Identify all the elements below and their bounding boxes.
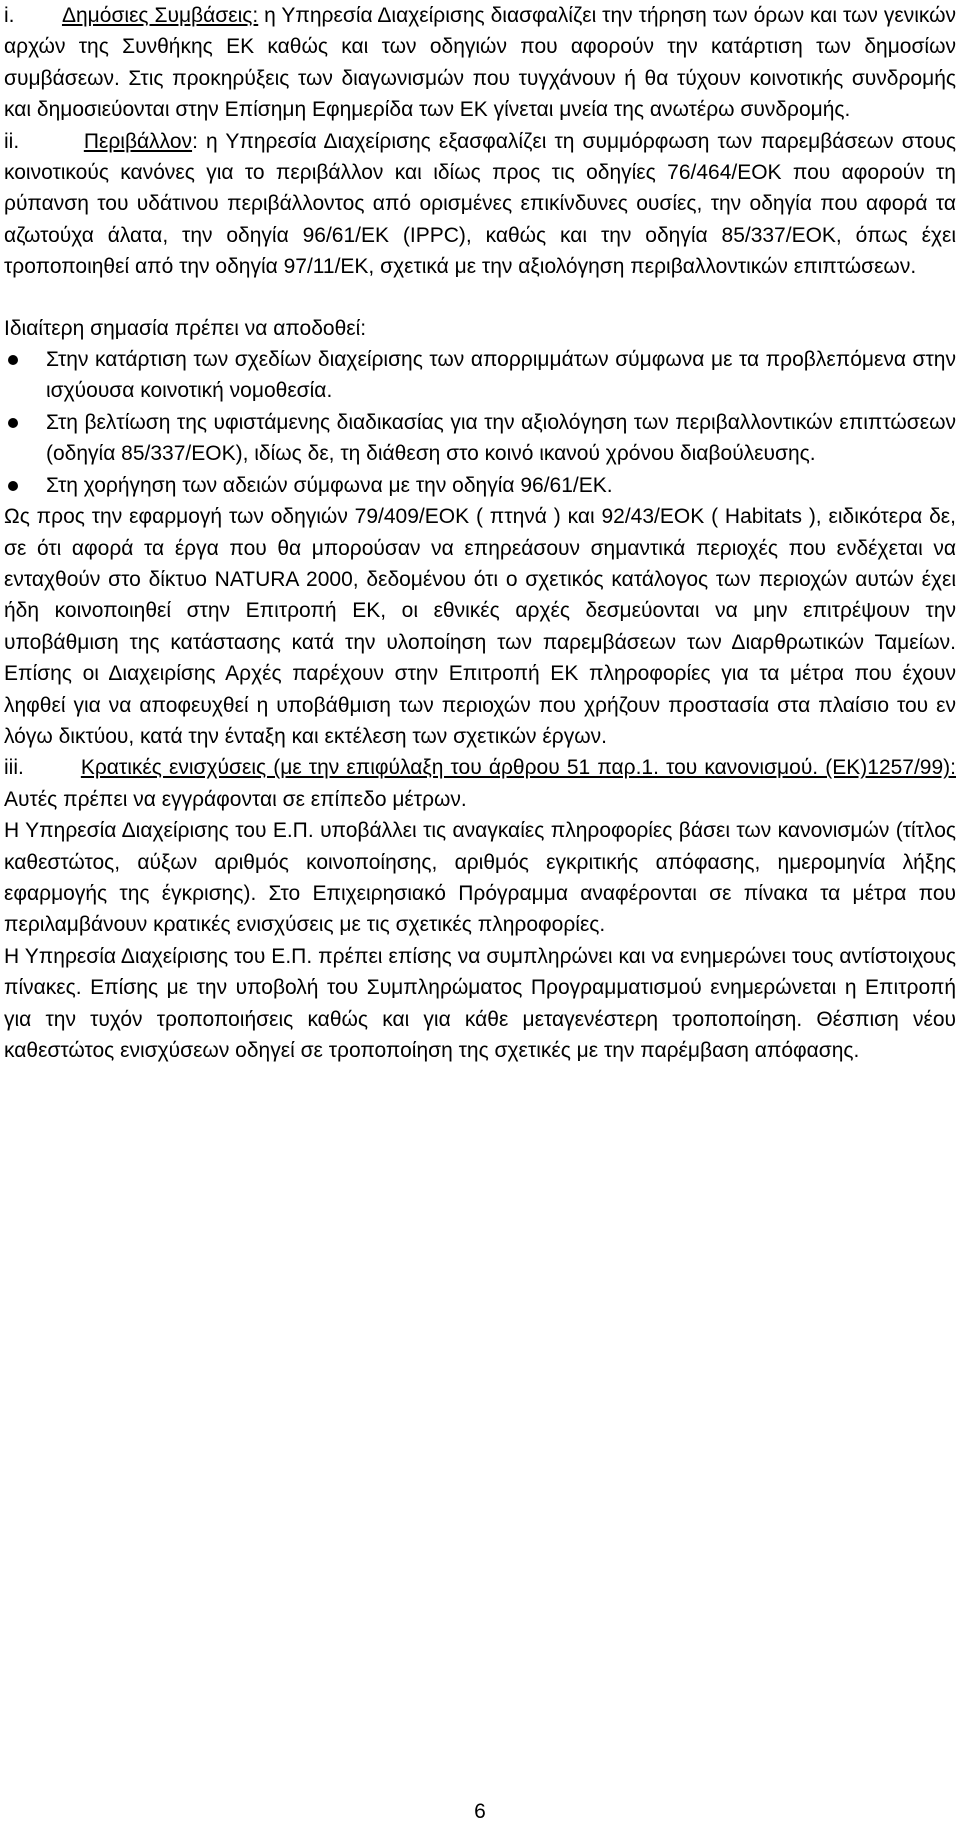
bullet-text: Στη βελτίωση της υφιστάμενης διαδικασίας για την αξιολόγηση των περιβαλλοντικών επιπτώσεων (οδηγία 85/337/ΕΟΚ), ιδίως δε, τη διάθεση στο κοινό ικανού χρόνου διαβούλευσης. xyxy=(46,410,956,466)
section-i-marker: i. xyxy=(4,4,15,27)
section-ii-paragraph xyxy=(4,126,956,283)
section-iii-paragraph-1: Η Υπηρεσία Διαχείρισης του Ε.Π. υποβάλλει τις αναγκαίες πληροφορίες βάσει των κανονισμών (τίτλος καθεστώτος, αύξων αριθμός κοινοποίησης, αριθμός εγκριτικής απόφασης, ημερομηνία λήξης εφαρμογής της έγκρισης). Στο Επιχειρησιακό Πρόγραμμα αναφέρονται σε πίνακα τα μέτρα που περιλαμβάνουν κρατικές ενισχύσεις με τις σχετικές πληροφορίες. xyxy=(4,819,956,937)
bullet-icon xyxy=(8,418,18,428)
section-iii-body: Αυτές πρέπει να εγγράφονται σε επίπεδο μέτρων. xyxy=(4,787,467,811)
importance-intro: Ιδιαίτερη σημασία πρέπει να αποδοθεί: xyxy=(4,316,367,340)
list-item xyxy=(4,470,956,501)
bullet-text: Στην κατάρτιση των σχεδίων διαχείρισης των απορριμμάτων σύμφωνα με τα προβλεπόμενα στην ισχύουσα κοινοτική νομοθεσία. xyxy=(46,348,956,403)
bullet-text: Στη χορήγηση των αδειών σύμφωνα με την οδηγία 96/61/ΕΚ. xyxy=(46,473,613,497)
section-iii-heading: Κρατικές ενισχύσεις (με την επιφύλαξη του άρθρου 51 παρ.1. του κανονισμού. (ΕΚ)1257/99): xyxy=(80,756,956,780)
section-ii-marker: ii. xyxy=(4,129,20,153)
document-page xyxy=(4,0,956,1066)
directives-paragraph: Ως προς την εφαρμογή των οδηγιών 79/409/ΕΟΚ ( πτηνά ) και 92/43/ΕΟΚ ( Habitats ), ειδικότερα δε, σε ότι αφορά τα έργα που θα μπορούσαν να επηρεάσουν σημαντικά περιοχές που ενδέχεται να ενταχθούν στο δίκτυο NATURA 2000, δεδομένου ότι ο σχετικός κατάλογος των περιοχών αυτών έχει ήδη κοινοποιηθεί στην Επιτροπή ΕΚ, οι εθνικές αρχές δεσμεύονται να μην επιτρέψουν την υποβάθμιση της κατάστασης κατά την υλοποίηση των παρεμβάσεων των Διαρθρωτικών Ταμείων. Επίσης οι Διαχειρίσης Αρχές παρέχουν στην Επιτροπή ΕΚ πληροφορίες για τα μέτρα που έχουν ληφθεί για να αποφευχθεί η υποβάθμιση των περιοχών που χρήζουν προστασία στα πλαίσιο του εν λόγω δικτύου, κατά την ένταξη και εκτέλεση των σχετικών έργων. xyxy=(4,505,956,748)
section-ii-heading: Περιβάλλον xyxy=(83,129,193,153)
spacer xyxy=(4,283,956,313)
section-i-body: η Υπηρεσία Διαχείρισης διασφαλίζει την τήρηση των όρων και των γενικών αρχών της Συνθήκης ΕΚ καθώς και των οδηγιών που αφορούν την κατάρτιση των δημοσίων συμβάσεων. Στις προκηρύξεις των διαγωνισμών που τυγχάνουν ή θα τύχουν κοινοτικής συνδρομής και δημοσιεύονται στην Επίσημη Εφημερίδα των ΕΚ γίνεται μνεία της ανωτέρω συνδρομής. xyxy=(4,4,956,122)
section-iii-marker: iii. xyxy=(4,756,24,780)
list-item xyxy=(4,407,956,470)
list-item xyxy=(4,344,956,407)
bullet-icon xyxy=(8,481,18,491)
section-i-heading: Δημόσιες Συμβάσεις: xyxy=(61,4,259,27)
page-number: 6 xyxy=(474,1800,486,1823)
importance-bullet-list xyxy=(4,344,956,501)
section-iii-paragraph-2: Η Υπηρεσία Διαχείρισης του Ε.Π. πρέπει επίσης να συμπληρώνει και να ενημερώνει τους αντίστοιχους πίνακες. Επίσης με την υποβολή του Συμπληρώματος Προγραμματισμού ενημερώνεται η Επιτροπή για την τυχόν τροποποιήσεις καθώς και για κάθε μεταγενέστερη τροποποίηση. Θέσπιση νέου καθεστώτος ενισχύσεων οδηγεί σε τροποποίηση της σχετικές με την παρέμβαση απόφασης. xyxy=(4,944,956,1062)
bullet-icon xyxy=(8,355,18,365)
section-i-paragraph xyxy=(4,0,956,126)
section-iii-paragraph xyxy=(4,752,956,815)
section-ii-body: : η Υπηρεσία Διαχείρισης εξασφαλίζει τη συμμόρφωση των παρεμβάσεων στους κοινοτικούς κανόνες για το περιβάλλον και ιδίως προς τις οδηγίες 76/464/ΕΟΚ που αφορούν τη ρύπανση του υδάτινου περιβάλλοντος από ορισμένες επικίνδυνες ουσίες, την οδηγία που αφορά τα αζωτούχα άλατα, την οδηγία 96/61/ΕΚ (IPPC), καθώς και την οδηγία 85/337/ΕΟΚ, όπως έχει τροποποιηθεί από την οδηγία 97/11/ΕΚ, σχετικά με την αξιολόγηση περιβαλλοντικών επιπτώσεων. xyxy=(4,129,956,279)
